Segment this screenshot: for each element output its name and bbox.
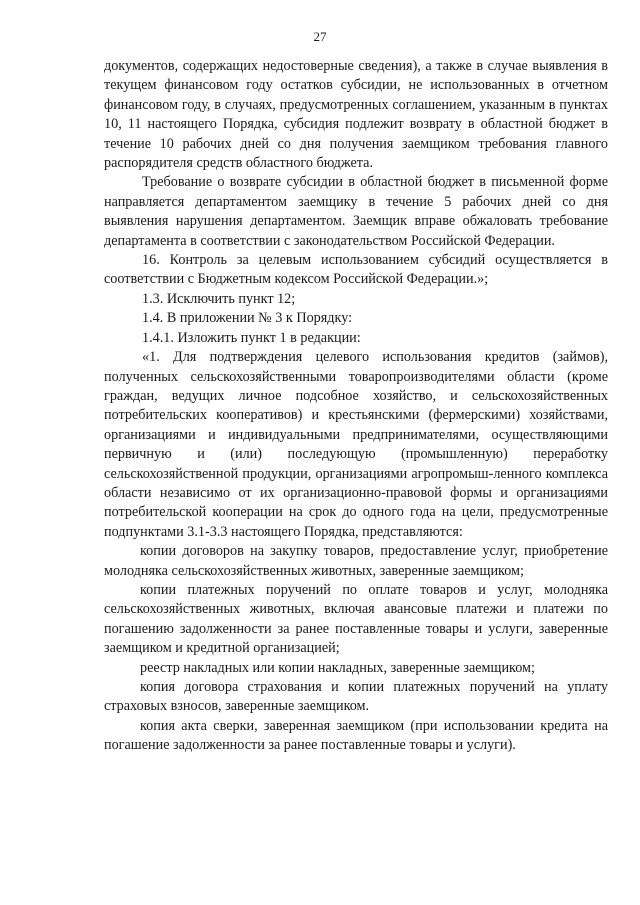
list-item-invoices: реестр накладных или копии накладных, заверенные заемщиком; [140,659,535,676]
paragraph-control-16: 16. Контроль за целевым использованием субсидий осуществляется в соответствии с Бюджетным кодексом Российской Федерации.»; [104,252,608,288]
paragraph-point-1: «1. Для подтверждения целевого использования кредитов (займов), полученных сельскохозяйственными товаропроизводителями области (кроме граждан, ведущих личное подсобное хозяйство, и сельскохозяйственных потребительских кооперативов) и крестьянскими (фермерскими) хозяйствами, организациями и индивидуальными предпринимателями, осуществляющими первичную и (или) последующую (промышленную) переработку сельскохозяйственной продукции, организациями агропромыш-ленного комплекса области независимо от их организационно-правовой формы и организациями потребительской кооперации на срок до одного года на цели, предусмотренные подпунктами 3.1-3.3 настоящего Порядка, представляются: [104,349,608,540]
paragraph-1-4-1: 1.4.1. Изложить пункт 1 в редакции: [142,329,361,346]
list-item-insurance: копия договора страхования и копии платежных поручений на уплату страховых взносов, заверенные заемщиком. [104,679,608,715]
paragraph-refund-requirement: Требование о возврате субсидии в областной бюджет в письменной форме направляется департаментом заемщику в течение 5 рабочих дней со дня выявления нарушения департаментом. Заемщик вправе обжаловать требование департамента в соответствии с законодательством Российской Федерации. [104,174,608,249]
list-item-contracts: копии договоров на закупку товаров, предоставление услуг, приобретение молодняка сельскохозяйственных животных, заверенные заемщиком; [104,543,608,579]
paragraph-continuation: документов, содержащих недостоверные сведения), а также в случае выявления в текущем финансовом году остатков субсидии, не использованных в отчетном финансовом году, в случаях, предусмотренных соглашением, указанным в пунктах 10, 11 настоящего Порядка, субсидия подлежит возврату в областной бюджет в течение 10 рабочих дней со дня получения заемщиком требования главного распорядителя средств областного бюджета. [104,58,608,172]
body-text [104,57,608,756]
page-number: 27 [313,29,327,44]
paragraph-1-4: 1.4. В приложении № 3 к Порядку: [142,310,353,327]
paragraph-1-3: 1.3. Исключить пункт 12; [142,290,296,307]
list-item-payment-orders: копии платежных поручений по оплате товаров и услуг, молодняка сельскохозяйственных животных, включая авансовые платежи и платежи по погашению задолженности за ранее поставленные товары и услуги, заверенные заемщиком и кредитной организацией; [104,581,608,657]
list-item-reconciliation: копия акта сверки, заверенная заемщиком (при использовании кредита на погашение задолженности за ранее поставленные товары и услуги). [104,717,608,754]
